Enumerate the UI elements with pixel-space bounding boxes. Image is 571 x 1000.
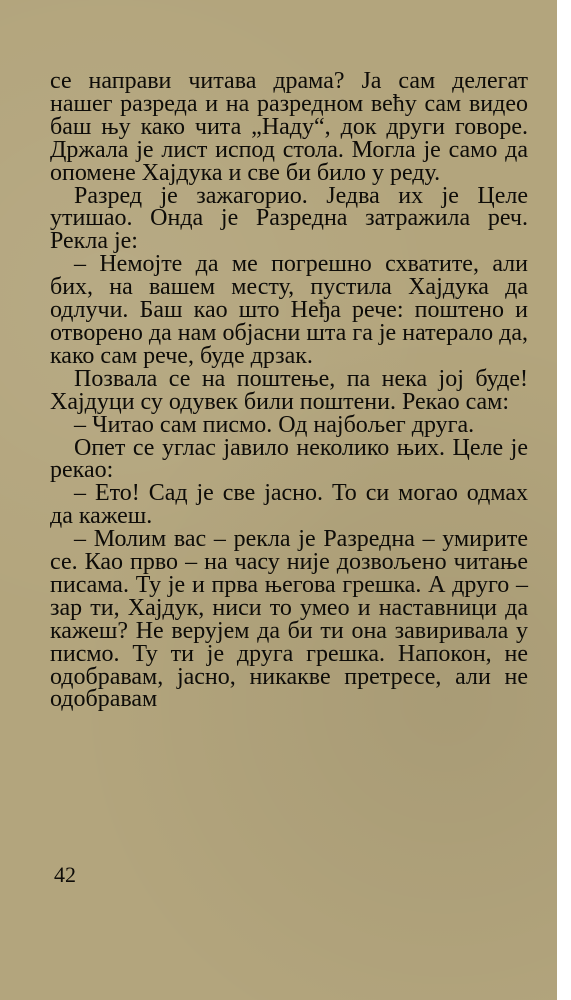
paragraph: – Читао сам писмо. Од најбољег друга. [74,411,475,438]
paragraph: – Молим вас – рекла је Разредна – умирите се. Као прво – на часу није дозвољено читање писама. Ту је и прва његова грешка. А друго – зар ти, Хајдук, ниси то умео и наставници да кажеш? Не верујем да би ти она завиривала у писмо. Ту ти је друга грешка. Напокон, не одобравам, јасно, никакве претресе, али не одобравам [50,526,528,713]
paragraph: – Немојте да ме погрешно схватите, али бих, на вашем месту, пустила Хајдука да одлучи. Баш као што Неђа рече: поштено и отворено да нам објасни шта га је натерало да, како сам рече, буде дрзак. [50,251,528,369]
paragraph: Опет се углас јавило неколико њих. Целе је рекао: [50,434,528,484]
page-number: 42 [54,862,76,887]
paragraph: Разред је зажагорио. Једва их је Целе утишао. Онда је Разредна затражила реч. Рекла је: [50,182,528,255]
paragraph: – Ето! Сад је све јасно. То си могао одмах да кажеш. [50,480,528,530]
paragraph: се направи читава драма? Ја сам делегат нашег разреда и на разредном већу сам видео баш њу како чита „Наду“, док други говоре. Држала је лист испод стола. Могла је само да опомене Хајдука и све би било у реду. [50,68,528,186]
paragraph: Позвала се на поштење, па нека јој буде! Хајдуци су одувек били поштени. Рекао сам: [50,365,528,415]
page-text [50,70,528,711]
